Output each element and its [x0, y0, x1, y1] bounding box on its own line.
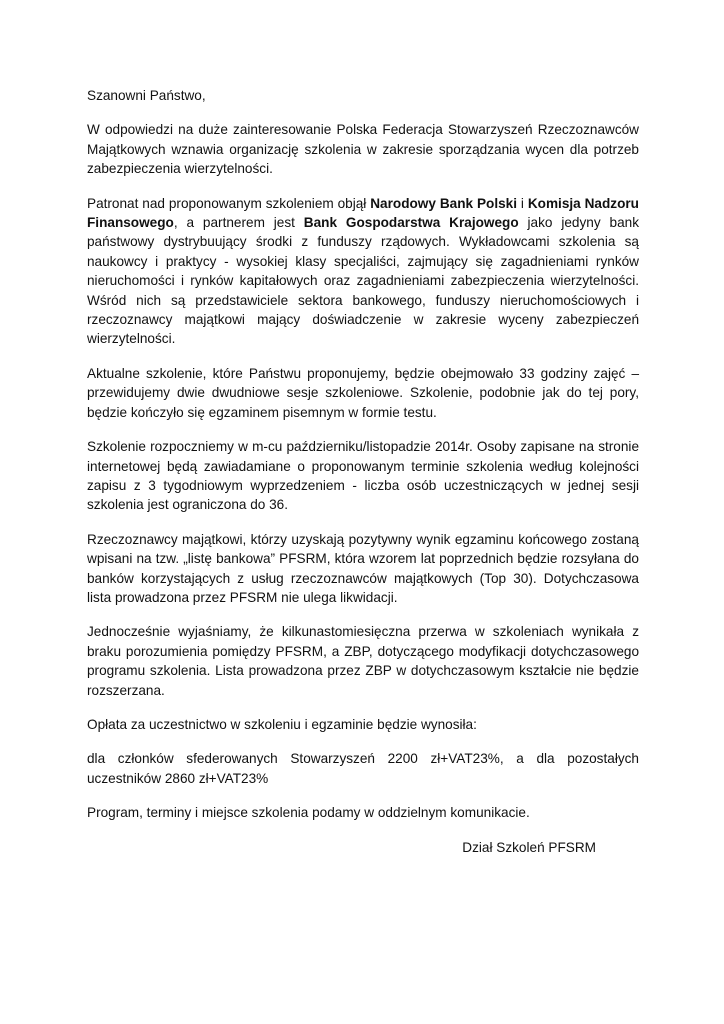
salutation: Szanowni Państwo, — [87, 88, 206, 103]
patronage-text-1: Patronat nad proponowanym szkoleniem objął — [87, 195, 371, 211]
paragraph-explanation: Jednocześnie wyjaśniamy, że kilkunastomiesięczna przerwa w szkoleniach wynikała z braku porozumienia pomiędzy PFSRM, a ZBP, dotyczącego modyfikacji dotychczasowego programu szkolenia. Lista prowadzona przez ZBP w dotychczasowym kształcie nie będzie rozszerzana. — [87, 624, 639, 698]
paragraph-schedule: Szkolenie rozpoczniemy w m-cu październiku/listopadzie 2014r. Osoby zapisane na stronie internetowej będą zawiadamiane o proponowanym terminie szkolenia według kolejności zapisu z 3 tygodniowym wyprzedzeniem - liczba osób uczestniczących w jednej sesji szkolenia jest ograniczona do 36. — [87, 439, 639, 513]
paragraph-closing: Program, terminy i miejsce szkolenia podamy w oddzielnym komunikacie. — [87, 805, 530, 821]
patron-nbp: Narodowy Bank Polski — [370, 195, 518, 211]
paragraph-fee-intro: Opłata za uczestnictwo w szkoleniu i egzaminie będzie wynosiła: — [87, 716, 477, 732]
patronage-text-2: i — [517, 195, 528, 211]
paragraph-bank-list: Rzeczoznawcy majątkowi, którzy uzyskają pozytywny wynik egzaminu końcowego zostaną wpisani na tzw. „listę bankowa” PFSRM, która wzorem lat poprzednich będzie rozsyłana do banków korzystających z usług rzeczoznawców majątkowych (Top 30). Dotychczasowa lista prowadzona przez PFSRM nie ulega likwidacji. — [87, 531, 639, 605]
patronage-text-3: , a partnerem jest — [173, 215, 304, 231]
paragraph-fees: dla członków sfederowanych Stowarzyszeń 2200 zł+VAT23%, a dla pozostałych uczestników 2860 zł+VAT23% — [87, 751, 639, 786]
paragraph-intro: W odpowiedzi na duże zainteresowanie Polska Federacja Stowarzyszeń Rzeczoznawców Majątkowych wznawia organizację szkolenia w zakresie sporządzania wycen dla potrzeb zabezpieczenia wierzytelności. — [87, 122, 639, 177]
partner-bgk: Bank Gospodarstwa Krajowego — [303, 215, 519, 231]
patron-knf: Komisja Nadzoru Finansowego — [87, 195, 639, 231]
paragraph-patronage — [87, 194, 639, 349]
letter-body — [87, 86, 639, 872]
patronage-text-4: jako jedyny bank państwowy dystrybuujący środki z funduszy rządowych. Wykładowcami szkolenia są naukowcy i praktycy - wysokiej klasy specjaliści, zajmujący się zagadnieniami rynków nieruchomości i rynków kapitałowych oraz zagadnieniami zabezpieczenia wierzytelności. Wśród nich są przedstawiciele sektora bankowego, funduszy nieruchomościowych i rzeczoznawcy majątkowi mający doświadczenie w zakresie wyceny zabezpieczeń wierzytelności. — [87, 215, 639, 347]
signature: Dział Szkoleń PFSRM — [462, 839, 596, 855]
paragraph-course-scope: Aktualne szkolenie, które Państwu proponujemy, będzie obejmowało 33 godziny zajęć – przewidujemy dwie dwudniowe sesje szkoleniowe. Szkolenie, podobnie jak do tej pory, będzie kończyło się egzaminem pisemnym w formie testu. — [87, 365, 639, 420]
